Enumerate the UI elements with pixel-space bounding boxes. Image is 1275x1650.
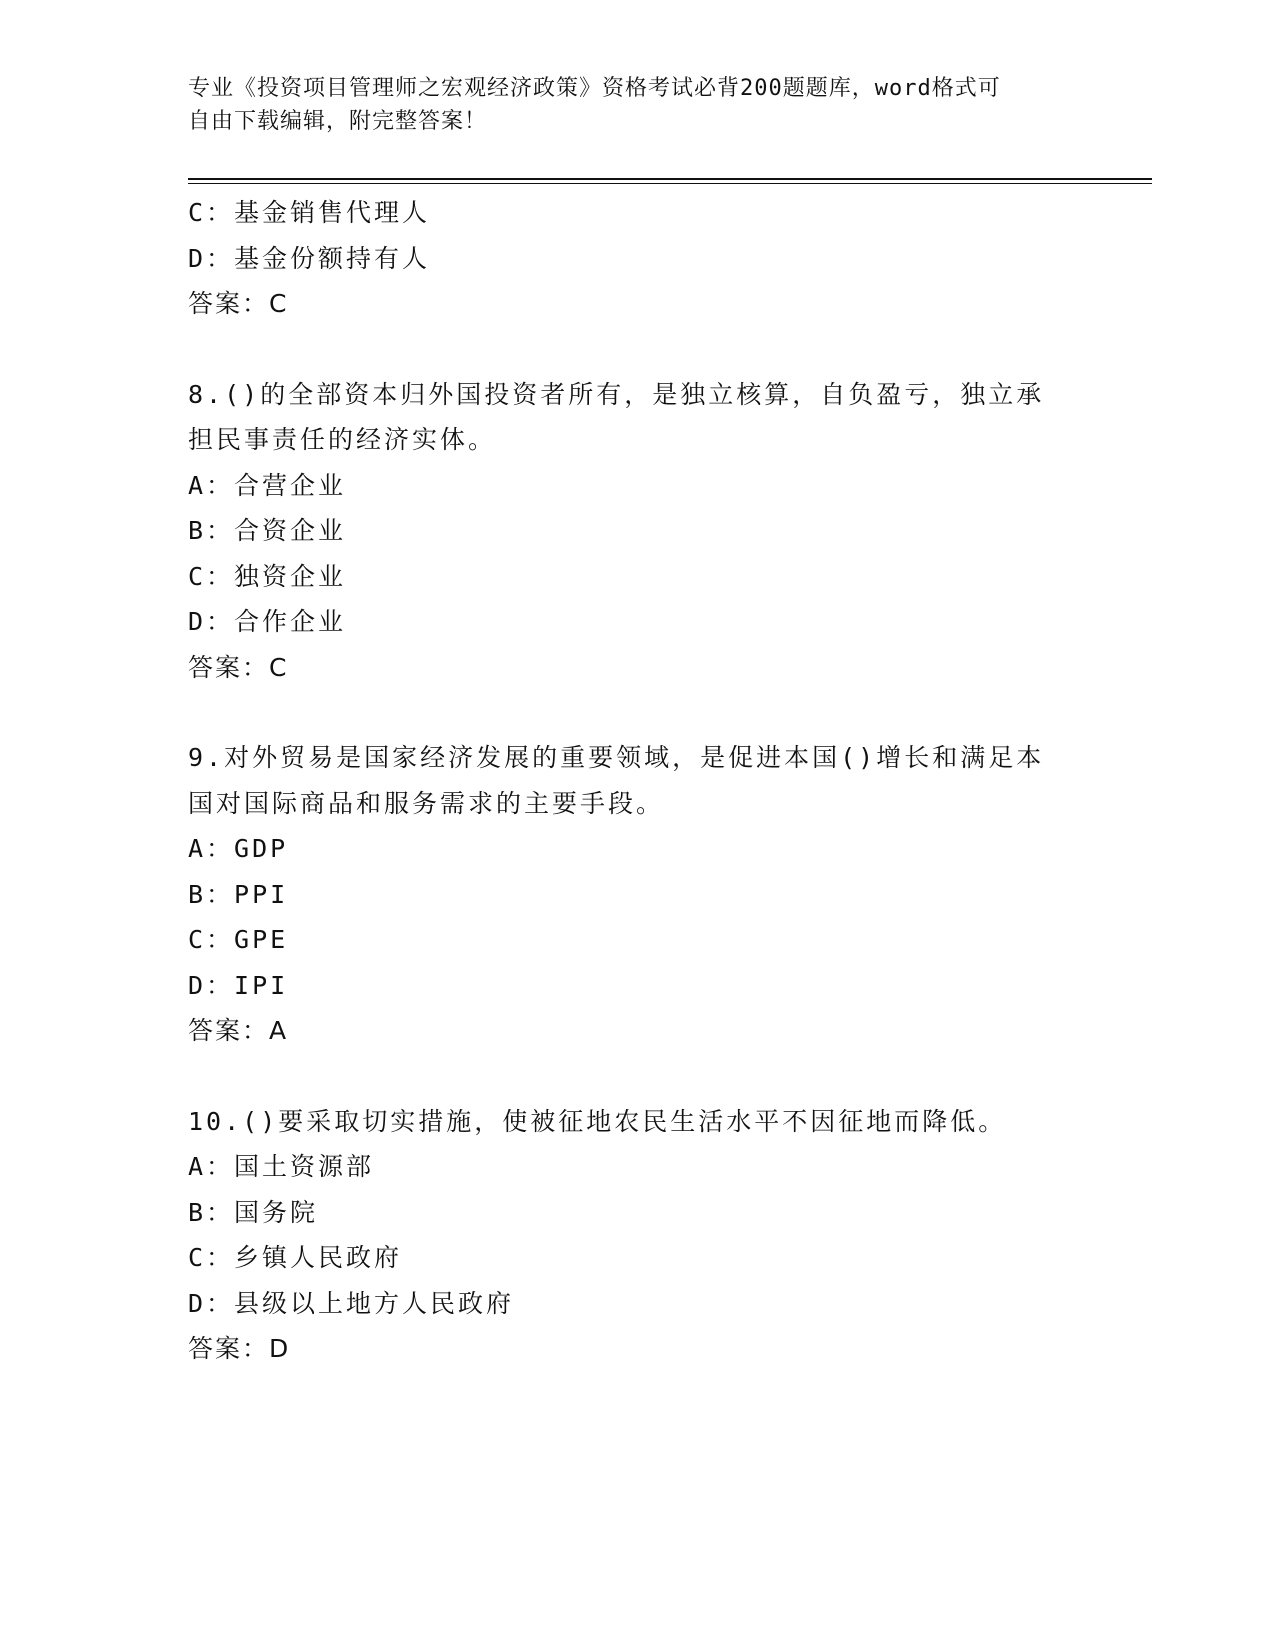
answer-line: 答案：A — [188, 1016, 289, 1045]
question-stem: 8.()的全部资本归外国投资者所有，是独立核算，自负盈亏，独立承 — [188, 379, 1045, 409]
option-d: D：IPI — [188, 970, 289, 1000]
option-b: B：合资企业 — [188, 516, 347, 545]
header-line-1: 专业《投资项目管理师之宏观经济政策》资格考试必背200题题库，word格式可 — [188, 76, 1001, 101]
question-8 — [188, 372, 1088, 691]
option-b: B：PPI — [188, 879, 289, 909]
header-rule-thick — [188, 178, 1152, 180]
header-rule-thin — [188, 183, 1152, 184]
answer-line: 答案：C — [188, 652, 289, 682]
question-list — [188, 190, 1088, 1372]
answer-line: 答案：C — [188, 289, 289, 318]
question-10 — [188, 1099, 1088, 1372]
question-9 — [188, 735, 1088, 1054]
header-line-2: 自由下载编辑，附完整答案！ — [188, 109, 488, 134]
option-d: D：县级以上地方人民政府 — [188, 1288, 515, 1318]
option-c: C：独资企业 — [188, 561, 347, 591]
option-b: B：国务院 — [188, 1197, 319, 1227]
option-a: A：国土资源部 — [188, 1152, 375, 1181]
option-d: D：合作企业 — [188, 607, 347, 636]
option-a: A：GDP — [188, 834, 289, 863]
document-header — [188, 72, 1068, 138]
option-c: C：基金销售代理人 — [188, 198, 431, 227]
question-7-tail — [188, 190, 1088, 327]
answer-line: 答案：D — [188, 1334, 291, 1363]
question-stem: 9.对外贸易是国家经济发展的重要领域，是促进本国()增长和满足本 — [188, 743, 1045, 772]
option-c: C：GPE — [188, 925, 289, 954]
question-stem-cont: 国对国际商品和服务需求的主要手段。 — [188, 788, 665, 818]
option-d: D：基金份额持有人 — [188, 243, 431, 273]
question-stem: 10.()要采取切实措施，使被征地农民生活水平不因征地而降低。 — [188, 1106, 1007, 1136]
question-stem-cont: 担民事责任的经济实体。 — [188, 425, 497, 454]
option-a: A：合营企业 — [188, 470, 347, 500]
option-c: C：乡镇人民政府 — [188, 1243, 403, 1272]
